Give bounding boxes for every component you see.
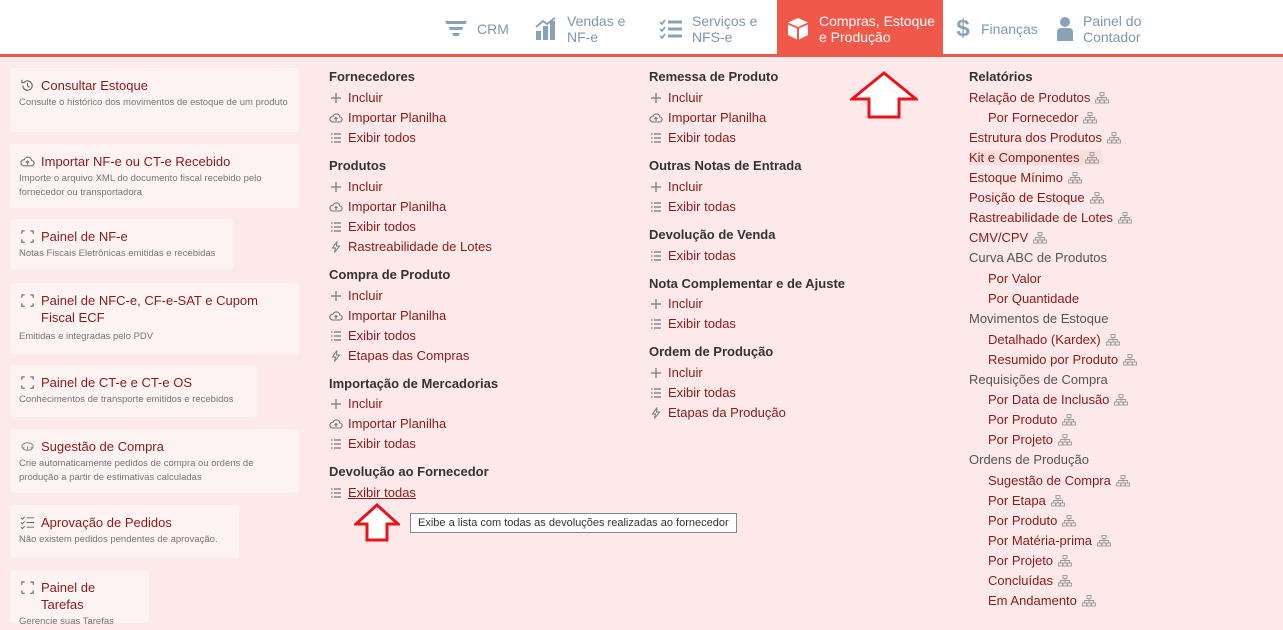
fornecedores-incluir[interactable]	[329, 90, 383, 105]
checklist-icon	[19, 514, 35, 530]
tree-icon	[1083, 112, 1097, 124]
devvenda-exibir[interactable]	[649, 248, 736, 263]
report-kardex[interactable]	[988, 332, 1120, 347]
remessa-importar[interactable]	[649, 110, 766, 125]
tree-icon	[1058, 434, 1072, 446]
produtos-incluir[interactable]	[329, 179, 383, 194]
annotation-arrow-up-icon	[850, 71, 918, 119]
nav-financas-label: Finanças	[981, 20, 1038, 37]
basket-icon	[19, 438, 35, 454]
top-navigation	[0, 0, 1283, 57]
link-label: Exibir todas	[668, 130, 736, 145]
tree-icon	[1090, 192, 1104, 204]
link-label: Incluir	[348, 396, 383, 411]
link-label: Rastreabilidade de Lotes	[348, 239, 492, 254]
report-ord-por-produto[interactable]	[988, 513, 1076, 528]
plus-icon	[649, 297, 663, 311]
link-label: Etapas das Compras	[348, 348, 470, 363]
report-req-por-produto[interactable]	[988, 412, 1076, 427]
report-por-fornecedor[interactable]	[988, 110, 1097, 125]
outras-exibir[interactable]	[649, 199, 736, 214]
frame-icon	[19, 579, 35, 595]
link-label: Exibir todos	[348, 219, 416, 234]
link-label: Incluir	[668, 365, 703, 380]
chart-icon	[533, 16, 559, 42]
report-cmv-cpv[interactable]	[969, 230, 1047, 245]
link-label: Incluir	[348, 288, 383, 303]
link-label: Exibir todas	[348, 436, 416, 451]
devolucao-exibir[interactable]	[329, 485, 416, 500]
produtos-exibir[interactable]	[329, 219, 416, 234]
list-icon	[329, 486, 343, 500]
funnel-icon	[443, 16, 469, 42]
card-desc: Crie automaticamente pedidos de compra ou ordens de produção a partir de estimativas calculadas	[19, 458, 254, 483]
nav-compras-line1: Compras, Estoque	[819, 12, 935, 29]
section-outras-notas: Outras Notas de Entrada	[649, 158, 802, 173]
card-painel-nfe[interactable]	[10, 219, 233, 270]
compra-exibir[interactable]	[329, 328, 416, 343]
link-label: Incluir	[668, 90, 703, 105]
report-estrutura-produtos[interactable]	[969, 130, 1121, 145]
report-label: Por Produto	[988, 412, 1058, 427]
list-icon	[329, 437, 343, 451]
card-importar-nfe[interactable]	[10, 144, 299, 208]
frame-icon	[19, 374, 35, 390]
plus-icon	[329, 397, 343, 411]
nav-crm-label: CRM	[477, 20, 509, 37]
link-label: Incluir	[348, 179, 383, 194]
report-ord-por-projeto[interactable]	[988, 553, 1072, 568]
complementar-exibir[interactable]	[649, 316, 736, 331]
card-title: Aprovação de Pedidos	[41, 515, 172, 530]
link-label: Importar Planilha	[348, 308, 447, 323]
list-icon	[329, 329, 343, 343]
card-sugestao-compra[interactable]	[10, 429, 299, 493]
link-label: Importar Planilha	[668, 110, 767, 125]
tree-icon	[1114, 394, 1128, 406]
report-label: Sugestão de Compra	[988, 473, 1111, 488]
ordem-exibir[interactable]	[649, 385, 736, 400]
list-icon	[649, 317, 663, 331]
frame-icon	[19, 292, 35, 308]
nav-contador-label	[1083, 13, 1141, 45]
section-nota-complementar: Nota Complementar e de Ajuste	[649, 276, 846, 291]
section-remessa: Remessa de Produto	[649, 69, 779, 84]
report-por-materia-prima[interactable]	[988, 533, 1111, 548]
produtos-importar[interactable]	[329, 199, 446, 214]
report-label: Rastreabilidade de Lotes	[969, 210, 1113, 225]
report-group-movimentos: Movimentos de Estoque	[969, 311, 1109, 326]
nav-servicos-line1: Serviços e	[692, 12, 758, 29]
section-devolucao-fornecedor: Devolução ao Fornecedor	[329, 464, 489, 479]
fornecedores-importar[interactable]	[329, 110, 446, 125]
compra-etapas[interactable]	[329, 348, 469, 363]
plus-icon	[649, 91, 663, 105]
nav-contador-line1: Painel do	[1083, 12, 1142, 29]
section-compra-produto: Compra de Produto	[329, 267, 451, 282]
nav-financas[interactable]	[953, 0, 1038, 57]
report-posicao-estoque[interactable]	[969, 190, 1104, 205]
fornecedores-exibir[interactable]	[329, 130, 416, 145]
link-label: Importar Planilha	[348, 199, 447, 214]
compra-importar[interactable]	[329, 308, 446, 323]
tree-icon	[1068, 172, 1082, 184]
remessa-exibir[interactable]	[649, 130, 736, 145]
frame-icon	[19, 228, 35, 244]
card-title: Painel de NFC-e, CF-e-SAT e Cupom Fiscal ECF	[41, 293, 258, 325]
card-title: Painel de CT-e e CT-e OS	[41, 375, 193, 390]
nav-vendas-line1: Vendas e	[567, 12, 626, 29]
link-label: Importar Planilha	[348, 416, 447, 431]
importacao-exibir[interactable]	[329, 436, 416, 451]
tree-icon	[1082, 595, 1096, 607]
user-icon	[1055, 16, 1075, 42]
bolt-icon	[329, 349, 343, 363]
plus-icon	[329, 289, 343, 303]
plus-icon	[649, 180, 663, 194]
report-por-data-inclusao[interactable]	[988, 392, 1128, 407]
tree-icon	[1062, 414, 1076, 426]
tree-icon	[1095, 92, 1109, 104]
tooltip: Exibe a lista com todas as devoluções realizadas ao fornecedor	[410, 513, 737, 533]
list-icon	[649, 249, 663, 263]
report-rastreabilidade[interactable]	[969, 210, 1132, 225]
card-desc: Gerencie suas Tarefas	[19, 616, 114, 627]
report-label: Por Produto	[988, 513, 1058, 528]
report-kit-componentes[interactable]	[969, 150, 1103, 165]
cloud-upload-icon	[329, 111, 343, 125]
list-icon	[649, 386, 663, 400]
report-label: Por Projeto	[988, 432, 1054, 447]
link-label: Incluir	[668, 296, 703, 311]
tree-icon	[1085, 152, 1099, 164]
report-resumido[interactable]	[988, 352, 1137, 367]
card-desc: Não existem pedidos pendentes de aprovação.	[19, 534, 218, 545]
report-label: Por Etapa	[988, 493, 1046, 508]
bolt-icon	[329, 240, 343, 254]
nav-vendas[interactable]	[533, 0, 625, 57]
card-title: Importar NF-e ou CT-e Recebido	[41, 154, 231, 169]
section-produtos: Produtos	[329, 158, 387, 173]
plus-icon	[329, 91, 343, 105]
card-aprovacao-pedidos[interactable]	[10, 505, 239, 558]
section-fornecedores: Fornecedores	[329, 69, 415, 84]
report-label: Por Data de Inclusão	[988, 392, 1110, 407]
report-group-ordens: Ordens de Produção	[969, 452, 1089, 467]
list-icon	[329, 220, 343, 234]
history-icon	[19, 77, 35, 93]
nav-servicos-line2: NFS-e	[692, 28, 733, 45]
compra-incluir[interactable]	[329, 288, 383, 303]
card-consultar-estoque[interactable]	[10, 68, 299, 132]
dollar-icon: $	[956, 14, 970, 42]
section-importacao: Importação de Mercadorias	[329, 376, 499, 391]
ordem-etapas[interactable]	[649, 405, 786, 420]
card-title: Painel de Tarefas	[41, 580, 96, 612]
tree-icon	[1058, 575, 1072, 587]
nav-crm[interactable]	[443, 0, 509, 57]
report-label: Posição de Estoque	[969, 190, 1085, 205]
report-concluidas[interactable]	[988, 573, 1072, 588]
link-label: Exibir todas	[668, 316, 736, 331]
report-label: Resumido por Produto	[988, 352, 1119, 367]
ordem-incluir[interactable]	[649, 365, 703, 380]
nav-servicos-label	[692, 13, 757, 45]
section-relatorios: Relatórios	[969, 69, 1033, 84]
report-por-quantidade[interactable]	[988, 291, 1079, 306]
cloud-upload-icon	[649, 111, 663, 125]
importacao-incluir[interactable]	[329, 396, 383, 411]
checklist-icon	[658, 16, 684, 42]
report-label: Detalhado (Kardex)	[988, 332, 1101, 347]
tree-icon	[1123, 354, 1137, 366]
nav-vendas-line2: NF-e	[567, 28, 599, 45]
list-icon	[649, 131, 663, 145]
plus-icon	[649, 366, 663, 380]
section-devolucao-venda: Devolução de Venda	[649, 227, 776, 242]
tree-icon	[1051, 495, 1065, 507]
link-label: Exibir todas	[668, 248, 736, 263]
tree-icon	[1118, 212, 1132, 224]
tree-icon	[1097, 535, 1111, 547]
report-por-etapa[interactable]	[988, 493, 1065, 508]
section-ordem-producao: Ordem de Produção	[649, 344, 774, 359]
link-label: Incluir	[668, 179, 703, 194]
box-icon	[785, 16, 811, 42]
nav-compras-line2: e Produção	[819, 28, 891, 45]
report-label: Kit e Componentes	[969, 150, 1080, 165]
nav-contador-line2: Contador	[1083, 28, 1141, 45]
report-label: Estrutura dos Produtos	[969, 130, 1102, 145]
produtos-rastreabilidade[interactable]	[329, 239, 492, 254]
report-label: Concluídas	[988, 573, 1054, 588]
report-estoque-minimo[interactable]	[969, 170, 1082, 185]
report-em-andamento[interactable]	[988, 593, 1096, 608]
tree-icon	[1062, 515, 1076, 527]
report-label: Por Matéria-prima	[988, 533, 1093, 548]
card-title: Consultar Estoque	[41, 78, 148, 93]
remessa-incluir[interactable]	[649, 90, 703, 105]
report-label: Em Andamento	[988, 593, 1077, 608]
cloud-upload-icon	[19, 153, 35, 169]
report-label: Por Quantidade	[988, 291, 1080, 306]
report-label: Por Projeto	[988, 553, 1054, 568]
outras-incluir[interactable]	[649, 179, 703, 194]
annotation-arrow-up-icon	[354, 503, 400, 543]
report-label: Por Fornecedor	[988, 110, 1079, 125]
link-label: Exibir todos	[348, 328, 416, 343]
cloud-upload-icon	[329, 200, 343, 214]
plus-icon	[329, 180, 343, 194]
report-label: CMV/CPV	[969, 230, 1029, 245]
cloud-upload-icon	[329, 417, 343, 431]
card-painel-nfce[interactable]	[10, 283, 299, 354]
nav-vendas-label	[567, 13, 625, 45]
importacao-importar[interactable]	[329, 416, 446, 431]
card-desc: Consulte o histórico dos movimentos de estoque de um produto	[19, 97, 288, 108]
cloud-upload-icon	[329, 309, 343, 323]
card-desc: Importe o arquivo XML do documento fiscal recebido pelo fornecedor ou transportadora	[19, 173, 262, 198]
nav-contador[interactable]	[1055, 0, 1141, 57]
link-label: Exibir todos	[348, 130, 416, 145]
card-title: Sugestão de Compra	[41, 439, 164, 454]
complementar-incluir[interactable]	[649, 296, 703, 311]
report-por-valor[interactable]	[988, 271, 1041, 286]
card-painel-tarefas[interactable]	[10, 570, 149, 627]
report-group-requisicoes: Requisições de Compra	[969, 372, 1108, 387]
link-label: Exibir todas	[668, 199, 736, 214]
tree-icon	[1106, 334, 1120, 346]
card-painel-cte[interactable]	[10, 365, 257, 417]
report-label: Por Valor	[988, 271, 1042, 286]
link-label: Etapas da Produção	[668, 405, 786, 420]
link-label: Importar Planilha	[348, 110, 447, 125]
list-icon	[329, 131, 343, 145]
link-label: Incluir	[348, 90, 383, 105]
report-sugestao-compra[interactable]	[988, 473, 1130, 488]
card-desc: Emitidas e integradas pelo PDV	[19, 331, 154, 342]
bolt-icon	[649, 406, 663, 420]
report-req-por-projeto[interactable]	[988, 432, 1072, 447]
nav-compras-label	[819, 13, 935, 45]
tree-icon	[1033, 232, 1047, 244]
tree-icon	[1116, 475, 1130, 487]
list-icon	[649, 200, 663, 214]
nav-servicos[interactable]	[658, 0, 757, 57]
link-label: Exibir todas	[668, 385, 736, 400]
card-desc: Conhecimentos de transporte emitidos e recebidos	[19, 394, 234, 405]
tree-icon	[1107, 132, 1121, 144]
report-label: Relação de Produtos	[969, 90, 1091, 105]
tree-icon	[1058, 555, 1072, 567]
card-title: Painel de NF-e	[41, 229, 128, 244]
report-group-curva-abc: Curva ABC de Produtos	[969, 250, 1108, 265]
report-label: Estoque Mínimo	[969, 170, 1063, 185]
report-relacao-produtos[interactable]	[969, 90, 1109, 105]
card-desc: Notas Fiscais Eletrônicas emitidas e recebidas	[19, 248, 216, 259]
nav-compras[interactable]	[777, 0, 943, 57]
link-label: Exibir todas	[348, 485, 416, 500]
